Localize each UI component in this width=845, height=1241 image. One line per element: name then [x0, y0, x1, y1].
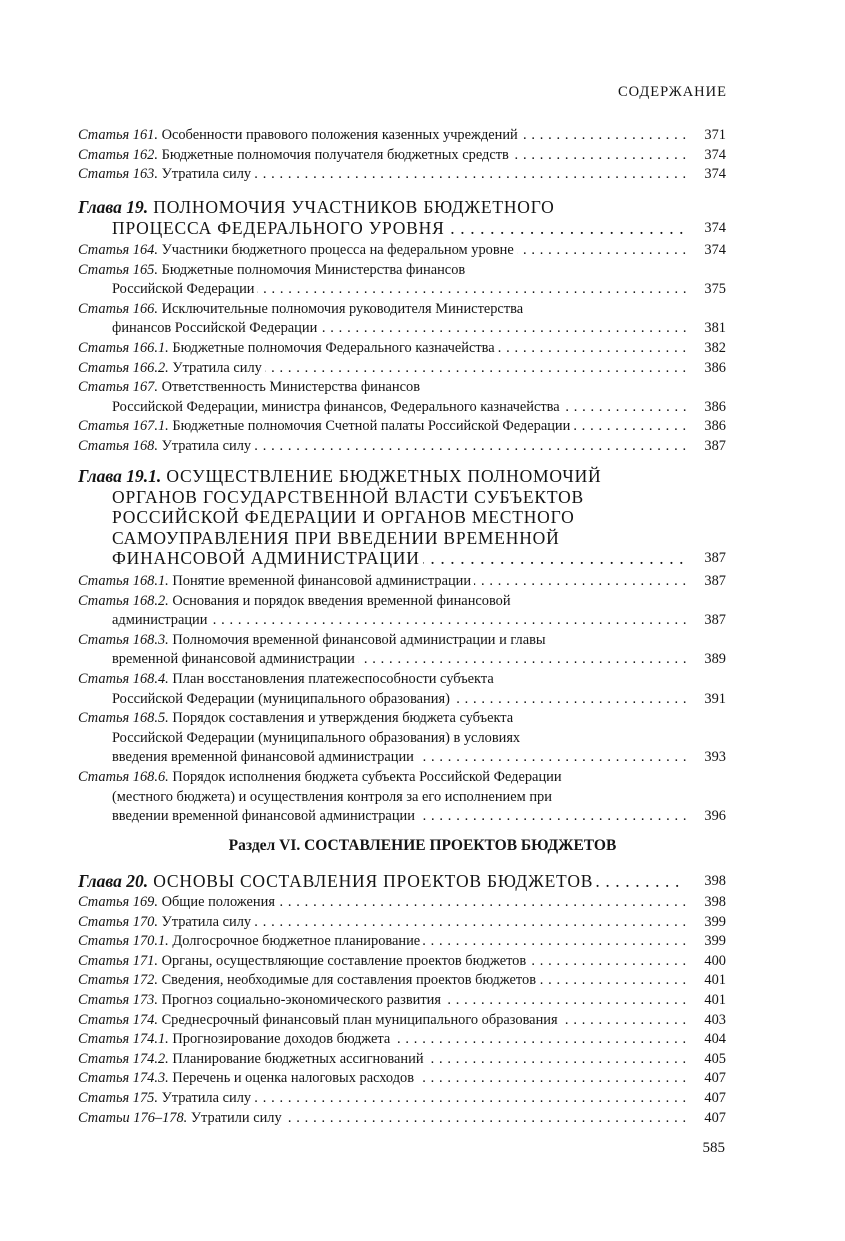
page-ref: 387 — [704, 550, 726, 567]
running-header: СОДЕРЖАНИЕ — [618, 84, 727, 100]
page-ref: 389 — [704, 651, 726, 668]
toc-entry-cont: введении временной финансовой администрации . . . 396 — [78, 807, 726, 827]
page-ref: 400 — [704, 952, 726, 969]
toc-entry-cont: Российской Федерации (муниципального образования) . . . 391 — [78, 690, 726, 710]
toc-entry: Статья 175. Утратила силу . . . 407 — [78, 1089, 726, 1109]
toc-entry-cont: Российской Федерации . . . 375 — [78, 280, 726, 300]
toc-entry: Статья 167.1. Бюджетные полномочия Счетной палаты Российской Федерации . . . 386 — [78, 417, 726, 437]
toc-group-3 — [78, 572, 726, 827]
toc-entry: Статья 168.6. Порядок исполнения бюджета субъекта Российской Федерации — [78, 768, 726, 788]
page-ref: 398 — [704, 873, 726, 889]
page-ref: 387 — [704, 573, 726, 589]
page-number: 585 — [702, 1140, 725, 1156]
toc-group-4 — [78, 893, 726, 1128]
toc-entry: Статья 170.1. Долгосрочное бюджетное планирование . . . 399 — [78, 932, 726, 952]
toc-entry-cont: администрации . . . 387 — [78, 611, 726, 631]
toc-entry: Статья 174.1. Прогнозирование доходов бюджета . . . 404 — [78, 1030, 726, 1050]
toc-entry: Статья 171. Органы, осуществляющие составление проектов бюджетов . . . 400 — [78, 952, 726, 972]
page-ref: 386 — [704, 359, 726, 376]
page-ref: 374 — [704, 242, 726, 258]
page-ref: 399 — [704, 933, 726, 950]
page-ref: 374 — [704, 219, 726, 236]
page-ref: 387 — [704, 437, 726, 454]
toc-entry: Статья 161. Особенности правового положения казенных учреждений . . . 371 — [78, 126, 726, 146]
page-ref: 391 — [704, 690, 726, 707]
toc-entry: Статья 167. Ответственность Министерства финансов — [78, 378, 726, 398]
page-ref: 381 — [704, 320, 726, 337]
toc-entry: Статья 166.1. Бюджетные полномочия Федерального казначейства . . . 382 — [78, 339, 726, 359]
page-ref: 398 — [704, 894, 726, 910]
page-ref: 399 — [704, 913, 726, 930]
toc-entry-cont: Российской Федерации (муниципального образования) в условиях — [78, 729, 726, 749]
toc-entry: Статья 165. Бюджетные полномочия Министерства финансов — [78, 261, 726, 281]
toc-entry: Статья 168.5. Порядок составления и утверждения бюджета субъекта — [78, 709, 726, 729]
toc-entry: Статья 174.3. Перечень и оценка налоговых расходов . . . 407 — [78, 1069, 726, 1089]
toc-entry: Статья 168.2. Основания и порядок введения временной финансовой — [78, 592, 726, 612]
toc-entry: Статья 174. Среднесрочный финансовый план муниципального образования . . . 403 — [78, 1011, 726, 1031]
toc-entry: Статья 169. Общие положения . . . 398 — [78, 893, 726, 913]
chapter-20 — [78, 871, 726, 892]
toc-entry: Статья 164. Участники бюджетного процесса на федеральном уровне . . . 374 — [78, 241, 726, 261]
page-ref: 407 — [704, 1109, 726, 1126]
page-ref: 403 — [704, 1011, 726, 1028]
toc-entry-cont: финансов Российской Федерации . . . 381 — [78, 319, 726, 339]
toc-group-1 — [78, 126, 726, 185]
toc-entry-cont: временной финансовой администрации . . . 389 — [78, 650, 726, 670]
section-title: Раздел VI. СОСТАВЛЕНИЕ ПРОЕКТОВ БЮДЖЕТОВ — [228, 837, 617, 854]
chapter-heading-cont: ОРГАНОВ ГОСУДАРСТВЕННОЙ ВЛАСТИ СУБЪЕКТОВ — [78, 487, 726, 508]
page-ref: 407 — [704, 1070, 726, 1087]
chapter-heading-cont: ПРОЦЕССА ФЕДЕРАЛЬНОГО УРОВНЯ . . . 374 — [78, 218, 726, 239]
toc-entry-cont: (местного бюджета) и осуществления контроля за его исполнением при — [78, 788, 726, 808]
toc-entry: Статья 166.2. Утратила силу . . . 386 — [78, 359, 726, 379]
page-ref: 396 — [704, 808, 726, 825]
toc-entry-cont: введения временной финансовой администрации . . . 393 — [78, 748, 726, 768]
toc-entry: Статья 174.2. Планирование бюджетных ассигнований . . . 405 — [78, 1050, 726, 1070]
page-ref: 407 — [704, 1089, 726, 1106]
chapter-heading-cont: РОССИЙСКОЙ ФЕДЕРАЦИИ И ОРГАНОВ МЕСТНОГО — [78, 507, 726, 528]
page-ref: 405 — [704, 1050, 726, 1067]
toc-entry: Статья 168.4. План восстановления платежеспособности субъекта — [78, 670, 726, 690]
toc-entry: Статья 173. Прогноз социально-экономического развития . . . 401 — [78, 991, 726, 1011]
page-ref: 393 — [704, 749, 726, 766]
page-ref: 374 — [704, 166, 726, 183]
toc-entry: Статья 168.3. Полномочия временной финансовой администрации и главы — [78, 631, 726, 651]
chapter-heading: Глава 19.1. ОСУЩЕСТВЛЕНИЕ БЮДЖЕТНЫХ ПОЛНОМОЧИЙ — [78, 466, 726, 487]
page-ref: 382 — [704, 339, 726, 356]
toc-entry: Статья 168.1. Понятие временной финансовой администрации . . . 387 — [78, 572, 726, 592]
toc-entry: Статья 166. Исключительные полномочия руководителя Министерства — [78, 300, 726, 320]
toc-entry: Статьи 176–178. Утратили силу . . . 407 — [78, 1109, 726, 1129]
page-ref: 404 — [704, 1031, 726, 1048]
chapter-19-1 — [78, 466, 726, 569]
chapter-heading: Глава 19. ПОЛНОМОЧИЯ УЧАСТНИКОВ БЮДЖЕТНОГО — [78, 197, 726, 218]
toc-entry: Статья 172. Сведения, необходимые для составления проектов бюджетов . . . 401 — [78, 971, 726, 991]
chapter-heading: Глава 20. ОСНОВЫ СОСТАВЛЕНИЯ ПРОЕКТОВ БЮДЖЕТОВ . . . 398 — [78, 871, 726, 892]
page-ref: 386 — [704, 418, 726, 435]
toc-entry: Статья 163. Утратила силу . . . 374 — [78, 165, 726, 185]
chapter-heading-cont: ФИНАНСОВОЙ АДМИНИСТРАЦИИ . . . 387 — [78, 548, 726, 569]
page-ref: 401 — [704, 991, 726, 1008]
page-ref: 371 — [704, 127, 726, 143]
page-ref: 387 — [704, 612, 726, 629]
toc-group-2 — [78, 241, 726, 457]
page-ref: 386 — [704, 398, 726, 415]
chapter-19 — [78, 197, 726, 238]
page-ref: 375 — [704, 281, 726, 298]
chapter-heading-cont: САМОУПРАВЛЕНИЯ ПРИ ВВЕДЕНИИ ВРЕМЕННОЙ — [78, 528, 726, 549]
page-ref: 401 — [704, 972, 726, 989]
toc-entry-cont: Российской Федерации, министра финансов, Федерального казначейства . . . 386 — [78, 398, 726, 418]
toc-entry: Статья 168. Утратила силу . . . 387 — [78, 437, 726, 457]
toc-entry: Статья 162. Бюджетные полномочия получателя бюджетных средств . . . 374 — [78, 146, 726, 166]
page-ref: 374 — [704, 146, 726, 163]
toc-entry: Статья 170. Утратила силу . . . 399 — [78, 913, 726, 933]
